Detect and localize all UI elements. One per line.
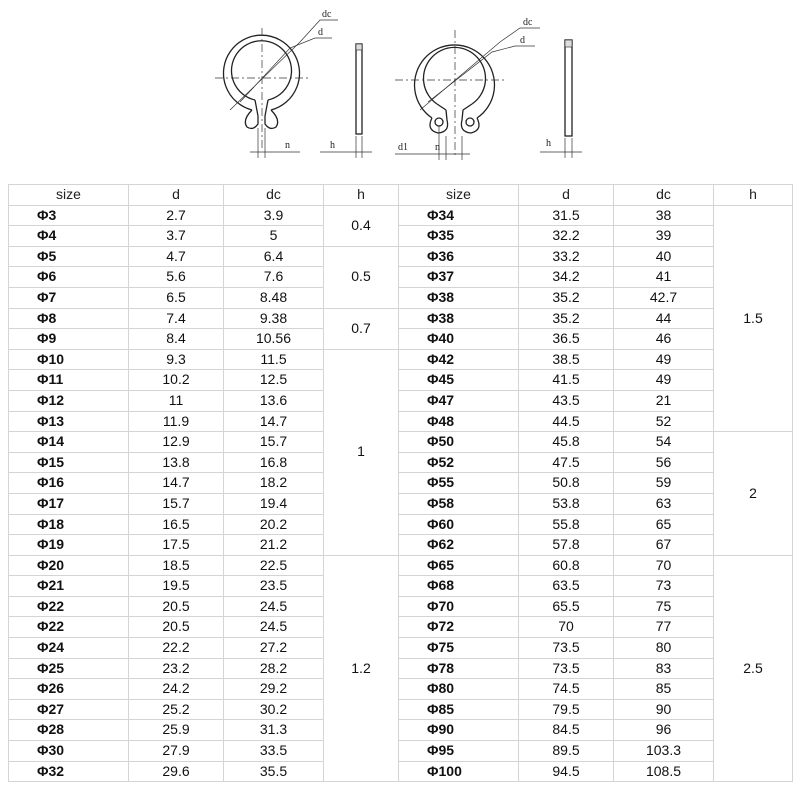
d-cell: 25.2 bbox=[129, 699, 224, 720]
size-cell: Φ26 bbox=[9, 679, 129, 700]
d-cell: 63.5 bbox=[519, 576, 614, 597]
table-row bbox=[9, 679, 793, 700]
table-row bbox=[9, 741, 793, 762]
d-cell: 29.6 bbox=[129, 761, 224, 782]
table-row bbox=[9, 596, 793, 617]
h-cell: 1.2 bbox=[324, 555, 399, 782]
size-cell: Φ25 bbox=[9, 658, 129, 679]
size-cell: Φ37 bbox=[399, 267, 519, 288]
header-d-right: d bbox=[519, 185, 614, 206]
h-cell: 2 bbox=[714, 432, 793, 556]
size-cell: Φ10 bbox=[9, 349, 129, 370]
dc-cell: 77 bbox=[614, 617, 714, 638]
dc-cell: 8.48 bbox=[224, 287, 324, 308]
dc-cell: 40 bbox=[614, 246, 714, 267]
dc-cell: 28.2 bbox=[224, 658, 324, 679]
h-cell: 1 bbox=[324, 349, 399, 555]
dc-cell: 75 bbox=[614, 596, 714, 617]
size-cell: Φ42 bbox=[399, 349, 519, 370]
dc-cell: 35.5 bbox=[224, 761, 324, 782]
size-cell: Φ34 bbox=[399, 205, 519, 226]
label-n-right: n bbox=[435, 142, 440, 153]
dc-cell: 21 bbox=[614, 390, 714, 411]
dc-cell: 67 bbox=[614, 535, 714, 556]
label-dc-right: dc bbox=[523, 17, 533, 28]
d-cell: 18.5 bbox=[129, 555, 224, 576]
size-cell: Φ8 bbox=[9, 308, 129, 329]
dc-cell: 24.5 bbox=[224, 617, 324, 638]
dc-cell: 21.2 bbox=[224, 535, 324, 556]
size-cell: Φ68 bbox=[399, 576, 519, 597]
d-cell: 24.2 bbox=[129, 679, 224, 700]
table-row bbox=[9, 390, 793, 411]
size-cell: Φ5 bbox=[9, 246, 129, 267]
dc-cell: 13.6 bbox=[224, 390, 324, 411]
dc-cell: 63 bbox=[614, 493, 714, 514]
d-cell: 16.5 bbox=[129, 514, 224, 535]
d-cell: 84.5 bbox=[519, 720, 614, 741]
table-row bbox=[9, 720, 793, 741]
side-view-small bbox=[356, 44, 362, 134]
d-cell: 43.5 bbox=[519, 390, 614, 411]
size-cell: Φ55 bbox=[399, 473, 519, 494]
size-cell: Φ6 bbox=[9, 267, 129, 288]
size-cell: Φ20 bbox=[9, 555, 129, 576]
size-cell: Φ14 bbox=[9, 432, 129, 453]
table-row bbox=[9, 308, 793, 329]
d-cell: 31.5 bbox=[519, 205, 614, 226]
table-row bbox=[9, 514, 793, 535]
size-cell: Φ58 bbox=[399, 493, 519, 514]
size-cell: Φ9 bbox=[9, 329, 129, 350]
dc-cell: 33.5 bbox=[224, 741, 324, 762]
d-cell: 79.5 bbox=[519, 699, 614, 720]
dc-cell: 9.38 bbox=[224, 308, 324, 329]
header-d-left: d bbox=[129, 185, 224, 206]
d-cell: 73.5 bbox=[519, 638, 614, 659]
table-row bbox=[9, 638, 793, 659]
size-cell: Φ80 bbox=[399, 679, 519, 700]
size-cell: Φ30 bbox=[9, 741, 129, 762]
size-cell: Φ70 bbox=[399, 596, 519, 617]
size-cell: Φ28 bbox=[9, 720, 129, 741]
table-row bbox=[9, 576, 793, 597]
size-cell: Φ60 bbox=[399, 514, 519, 535]
dc-cell: 39 bbox=[614, 226, 714, 247]
dc-cell: 18.2 bbox=[224, 473, 324, 494]
size-cell: Φ15 bbox=[9, 452, 129, 473]
size-cell: Φ17 bbox=[9, 493, 129, 514]
size-cell: Φ90 bbox=[399, 720, 519, 741]
dc-cell: 38 bbox=[614, 205, 714, 226]
dc-cell: 54 bbox=[614, 432, 714, 453]
d-cell: 12.9 bbox=[129, 432, 224, 453]
d-cell: 38.5 bbox=[519, 349, 614, 370]
size-cell: Φ12 bbox=[9, 390, 129, 411]
size-cell: Φ4 bbox=[9, 226, 129, 247]
label-h-right: h bbox=[546, 138, 551, 149]
d-cell: 34.2 bbox=[519, 267, 614, 288]
size-cell: Φ48 bbox=[399, 411, 519, 432]
table-row bbox=[9, 205, 793, 226]
dc-cell: 15.7 bbox=[224, 432, 324, 453]
d-cell: 11 bbox=[129, 390, 224, 411]
label-d1-right: d1 bbox=[398, 142, 408, 153]
d-cell: 20.5 bbox=[129, 617, 224, 638]
table-row bbox=[9, 617, 793, 638]
d-cell: 47.5 bbox=[519, 452, 614, 473]
d-cell: 15.7 bbox=[129, 493, 224, 514]
dc-cell: 83 bbox=[614, 658, 714, 679]
header-h-left: h bbox=[324, 185, 399, 206]
d-cell: 70 bbox=[519, 617, 614, 638]
d-cell: 57.8 bbox=[519, 535, 614, 556]
size-cell: Φ75 bbox=[399, 638, 519, 659]
dc-cell: 59 bbox=[614, 473, 714, 494]
dc-cell: 108.5 bbox=[614, 761, 714, 782]
d-cell: 74.5 bbox=[519, 679, 614, 700]
size-cell: Φ27 bbox=[9, 699, 129, 720]
size-cell: Φ32 bbox=[9, 761, 129, 782]
d-cell: 19.5 bbox=[129, 576, 224, 597]
table-row bbox=[9, 432, 793, 453]
size-cell: Φ65 bbox=[399, 555, 519, 576]
header-dc-right: dc bbox=[614, 185, 714, 206]
label-d-right: d bbox=[520, 35, 525, 46]
size-cell: Φ78 bbox=[399, 658, 519, 679]
d-cell: 25.9 bbox=[129, 720, 224, 741]
dc-cell: 44 bbox=[614, 308, 714, 329]
size-cell: Φ7 bbox=[9, 287, 129, 308]
size-cell: Φ85 bbox=[399, 699, 519, 720]
dc-cell: 41 bbox=[614, 267, 714, 288]
dc-cell: 56 bbox=[614, 452, 714, 473]
size-cell: Φ47 bbox=[399, 390, 519, 411]
table-row bbox=[9, 287, 793, 308]
h-cell: 0.5 bbox=[324, 246, 399, 308]
size-cell: Φ11 bbox=[9, 370, 129, 391]
size-cell: Φ13 bbox=[9, 411, 129, 432]
table-row bbox=[9, 349, 793, 370]
d-cell: 7.4 bbox=[129, 308, 224, 329]
size-cell: Φ52 bbox=[399, 452, 519, 473]
dc-cell: 20.2 bbox=[224, 514, 324, 535]
dc-cell: 49 bbox=[614, 370, 714, 391]
d-cell: 53.8 bbox=[519, 493, 614, 514]
size-cell: Φ38 bbox=[399, 287, 519, 308]
dc-cell: 90 bbox=[614, 699, 714, 720]
size-cell: Φ100 bbox=[399, 761, 519, 782]
d-cell: 6.5 bbox=[129, 287, 224, 308]
d-cell: 65.5 bbox=[519, 596, 614, 617]
label-dc-left: dc bbox=[322, 9, 332, 20]
d-cell: 94.5 bbox=[519, 761, 614, 782]
d-cell: 32.2 bbox=[519, 226, 614, 247]
size-cell: Φ36 bbox=[399, 246, 519, 267]
size-cell: Φ45 bbox=[399, 370, 519, 391]
size-cell: Φ62 bbox=[399, 535, 519, 556]
d-cell: 13.8 bbox=[129, 452, 224, 473]
side-view-large bbox=[565, 40, 572, 136]
header-size-left: size bbox=[9, 185, 129, 206]
size-cell: Φ22 bbox=[9, 617, 129, 638]
table-row bbox=[9, 493, 793, 514]
d-cell: 36.5 bbox=[519, 329, 614, 350]
size-cell: Φ22 bbox=[9, 596, 129, 617]
d-cell: 2.7 bbox=[129, 205, 224, 226]
d-cell: 55.8 bbox=[519, 514, 614, 535]
label-h-left: h bbox=[330, 140, 335, 151]
d-cell: 22.2 bbox=[129, 638, 224, 659]
d-cell: 33.2 bbox=[519, 246, 614, 267]
h-cell: 2.5 bbox=[714, 555, 793, 782]
d-cell: 35.2 bbox=[519, 287, 614, 308]
d-cell: 44.5 bbox=[519, 411, 614, 432]
circlip-drawings-svg bbox=[0, 0, 800, 185]
table-row bbox=[9, 699, 793, 720]
dc-cell: 22.5 bbox=[224, 555, 324, 576]
size-cell: Φ95 bbox=[399, 741, 519, 762]
d-cell: 89.5 bbox=[519, 741, 614, 762]
dc-cell: 73 bbox=[614, 576, 714, 597]
d-cell: 35.2 bbox=[519, 308, 614, 329]
dc-cell: 52 bbox=[614, 411, 714, 432]
table-row bbox=[9, 473, 793, 494]
header-h-right: h bbox=[714, 185, 793, 206]
dc-cell: 85 bbox=[614, 679, 714, 700]
h-cell: 0.7 bbox=[324, 308, 399, 349]
size-cell: Φ72 bbox=[399, 617, 519, 638]
d-cell: 50.8 bbox=[519, 473, 614, 494]
dc-cell: 27.2 bbox=[224, 638, 324, 659]
header-dc-left: dc bbox=[224, 185, 324, 206]
dc-cell: 103.3 bbox=[614, 741, 714, 762]
d-cell: 73.5 bbox=[519, 658, 614, 679]
table-row bbox=[9, 246, 793, 267]
d-cell: 20.5 bbox=[129, 596, 224, 617]
dc-cell: 7.6 bbox=[224, 267, 324, 288]
d-cell: 11.9 bbox=[129, 411, 224, 432]
table-row bbox=[9, 452, 793, 473]
header-size-right: size bbox=[399, 185, 519, 206]
h-cell: 1.5 bbox=[714, 205, 793, 432]
size-cell: Φ21 bbox=[9, 576, 129, 597]
dc-cell: 5 bbox=[224, 226, 324, 247]
d-cell: 23.2 bbox=[129, 658, 224, 679]
d-cell: 3.7 bbox=[129, 226, 224, 247]
size-cell: Φ35 bbox=[399, 226, 519, 247]
dc-cell: 11.5 bbox=[224, 349, 324, 370]
table-body bbox=[9, 205, 793, 782]
dc-cell: 70 bbox=[614, 555, 714, 576]
label-n-left: n bbox=[285, 140, 290, 151]
d-cell: 5.6 bbox=[129, 267, 224, 288]
size-cell: Φ3 bbox=[9, 205, 129, 226]
table-row bbox=[9, 329, 793, 350]
dc-cell: 96 bbox=[614, 720, 714, 741]
d-cell: 41.5 bbox=[519, 370, 614, 391]
dc-cell: 49 bbox=[614, 349, 714, 370]
table-row bbox=[9, 267, 793, 288]
size-cell: Φ16 bbox=[9, 473, 129, 494]
table-row bbox=[9, 535, 793, 556]
dc-cell: 6.4 bbox=[224, 246, 324, 267]
d-cell: 9.3 bbox=[129, 349, 224, 370]
technical-drawings bbox=[0, 0, 800, 185]
size-cell: Φ19 bbox=[9, 535, 129, 556]
d-cell: 4.7 bbox=[129, 246, 224, 267]
dc-cell: 14.7 bbox=[224, 411, 324, 432]
d-cell: 60.8 bbox=[519, 555, 614, 576]
d-cell: 45.8 bbox=[519, 432, 614, 453]
dc-cell: 65 bbox=[614, 514, 714, 535]
size-cell: Φ38 bbox=[399, 308, 519, 329]
table-row bbox=[9, 411, 793, 432]
size-cell: Φ50 bbox=[399, 432, 519, 453]
dc-cell: 46 bbox=[614, 329, 714, 350]
table-row bbox=[9, 370, 793, 391]
ring-drawing-small bbox=[223, 35, 299, 128]
d-cell: 8.4 bbox=[129, 329, 224, 350]
size-cell: Φ18 bbox=[9, 514, 129, 535]
dc-cell: 29.2 bbox=[224, 679, 324, 700]
d-cell: 17.5 bbox=[129, 535, 224, 556]
dc-cell: 16.8 bbox=[224, 452, 324, 473]
dc-cell: 30.2 bbox=[224, 699, 324, 720]
h-cell: 0.4 bbox=[324, 205, 399, 246]
table-row bbox=[9, 555, 793, 576]
d-cell: 27.9 bbox=[129, 741, 224, 762]
dc-cell: 42.7 bbox=[614, 287, 714, 308]
table-row bbox=[9, 658, 793, 679]
table-row bbox=[9, 761, 793, 782]
ring-drawing-large bbox=[415, 45, 495, 133]
dc-cell: 23.5 bbox=[224, 576, 324, 597]
dc-cell: 80 bbox=[614, 638, 714, 659]
dc-cell: 19.4 bbox=[224, 493, 324, 514]
d-cell: 14.7 bbox=[129, 473, 224, 494]
size-cell: Φ40 bbox=[399, 329, 519, 350]
circlip-size-table bbox=[8, 184, 793, 782]
dc-cell: 10.56 bbox=[224, 329, 324, 350]
size-cell: Φ24 bbox=[9, 638, 129, 659]
dc-cell: 3.9 bbox=[224, 205, 324, 226]
dc-cell: 24.5 bbox=[224, 596, 324, 617]
label-d-left: d bbox=[318, 27, 323, 38]
dc-cell: 31.3 bbox=[224, 720, 324, 741]
dc-cell: 12.5 bbox=[224, 370, 324, 391]
d-cell: 10.2 bbox=[129, 370, 224, 391]
table-row bbox=[9, 226, 793, 247]
table-header-row bbox=[9, 185, 793, 206]
